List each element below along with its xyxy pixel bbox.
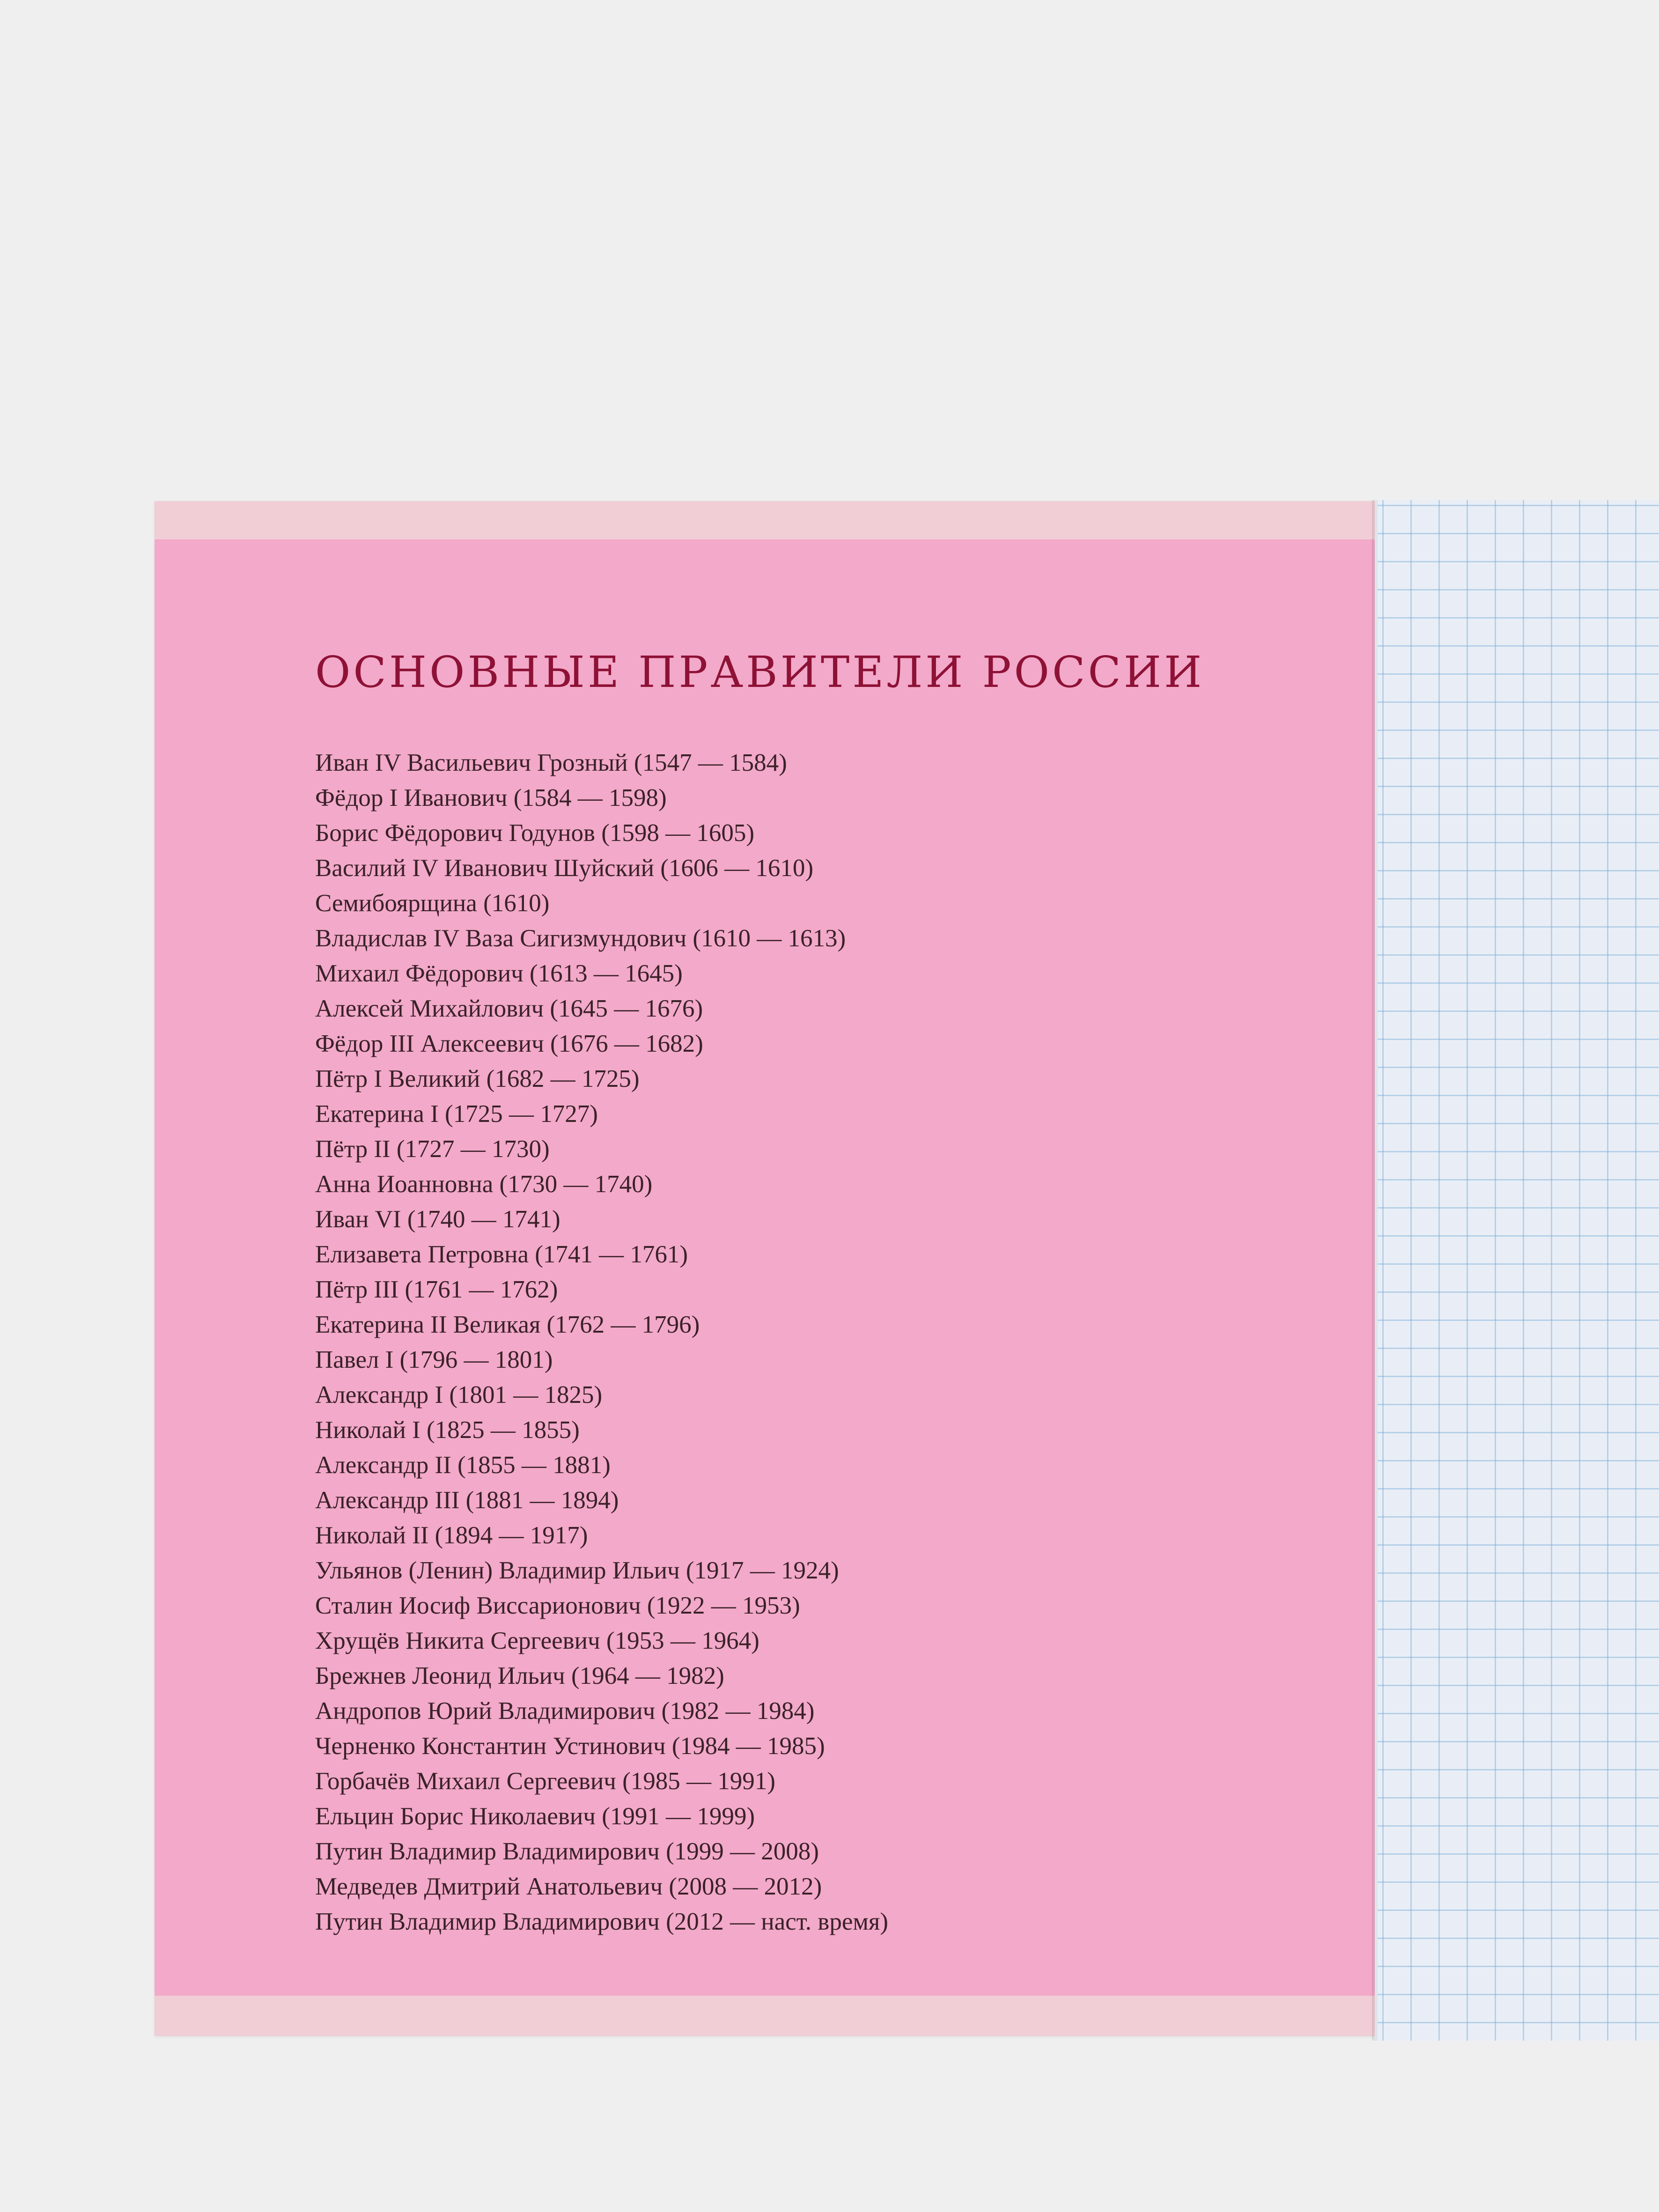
ruler-list-item: Ельцин Борис Николаевич (1991 — 1999) — [315, 1803, 755, 1830]
ruler-list-item: Андропов Юрий Владимирович (1982 — 1984) — [315, 1697, 815, 1725]
ruler-list-item: Михаил Фёдорович (1613 — 1645) — [315, 960, 683, 987]
ruler-list-item: Владислав IV Ваза Сигизмундович (1610 — 1613) — [315, 925, 846, 952]
ruler-list-item: Анна Иоанновна (1730 — 1740) — [315, 1171, 653, 1198]
cover-title: ОСНОВНЫЕ ПРАВИТЕЛИ РОССИИ — [315, 647, 1205, 697]
ruler-list-item: Александр I (1801 — 1825) — [315, 1381, 603, 1408]
ruler-list-item: Николай I (1825 — 1855) — [315, 1416, 580, 1444]
rulers-list — [315, 745, 888, 1939]
ruler-list-item: Черненко Константин Устинович (1984 — 1985) — [315, 1733, 825, 1760]
graph-paper-page — [1375, 500, 1659, 2041]
ruler-list-item: Ульянов (Ленин) Владимир Ильич (1917 — 1924) — [315, 1557, 839, 1584]
ruler-list-item: Екатерина II Великая (1762 — 1796) — [315, 1311, 700, 1338]
ruler-list-item: Фёдор III Алексеевич (1676 — 1682) — [315, 1030, 703, 1057]
ruler-list-item: Горбачёв Михаил Сергеевич (1985 — 1991) — [315, 1768, 775, 1795]
ruler-list-item: Сталин Иосиф Виссарионович (1922 — 1953) — [315, 1592, 800, 1619]
ruler-list-item: Хрущёв Никита Сергеевич (1953 — 1964) — [315, 1627, 759, 1654]
ruler-list-item: Брежнев Леонид Ильич (1964 — 1982) — [315, 1662, 724, 1689]
ruler-list-item: Александр II (1855 — 1881) — [315, 1452, 611, 1479]
ruler-list-item: Елизавета Петровна (1741 — 1761) — [315, 1241, 688, 1268]
ruler-list-item: Фёдор I Иванович (1584 — 1598) — [315, 784, 667, 811]
ruler-list-item: Иван IV Васильевич Грозный (1547 — 1584) — [315, 749, 787, 776]
ruler-list-item: Пётр III (1761 — 1762) — [315, 1276, 558, 1303]
ruler-list-item: Иван VI (1740 — 1741) — [315, 1206, 560, 1233]
ruler-list-item: Александр III (1881 — 1894) — [315, 1487, 619, 1514]
ruler-list-item: Алексей Михайлович (1645 — 1676) — [315, 995, 703, 1022]
ruler-list-item: Павел I (1796 — 1801) — [315, 1346, 553, 1373]
ruler-list-item: Екатерина I (1725 — 1727) — [315, 1100, 598, 1128]
ruler-list-item: Путин Владимир Владимирович (1999 — 2008) — [315, 1838, 819, 1865]
ruler-list-item: Пётр I Великий (1682 — 1725) — [315, 1065, 640, 1092]
notebook-back-cover — [155, 501, 1375, 2036]
ruler-list-item: Борис Фёдорович Годунов (1598 — 1605) — [315, 819, 755, 847]
ruler-list-item: Василий IV Иванович Шуйский (1606 — 1610) — [315, 855, 814, 882]
ruler-list-item: Путин Владимир Владимирович (2012 — наст. время) — [315, 1908, 888, 1935]
cover-pink-panel — [155, 539, 1375, 1996]
ruler-list-item: Семибоярщина (1610) — [315, 890, 550, 917]
ruler-list-item: Медведев Дмитрий Анатольевич (2008 — 2012) — [315, 1873, 822, 1900]
ruler-list-item: Пётр II (1727 — 1730) — [315, 1135, 550, 1163]
ruler-list-item: Николай II (1894 — 1917) — [315, 1522, 588, 1549]
